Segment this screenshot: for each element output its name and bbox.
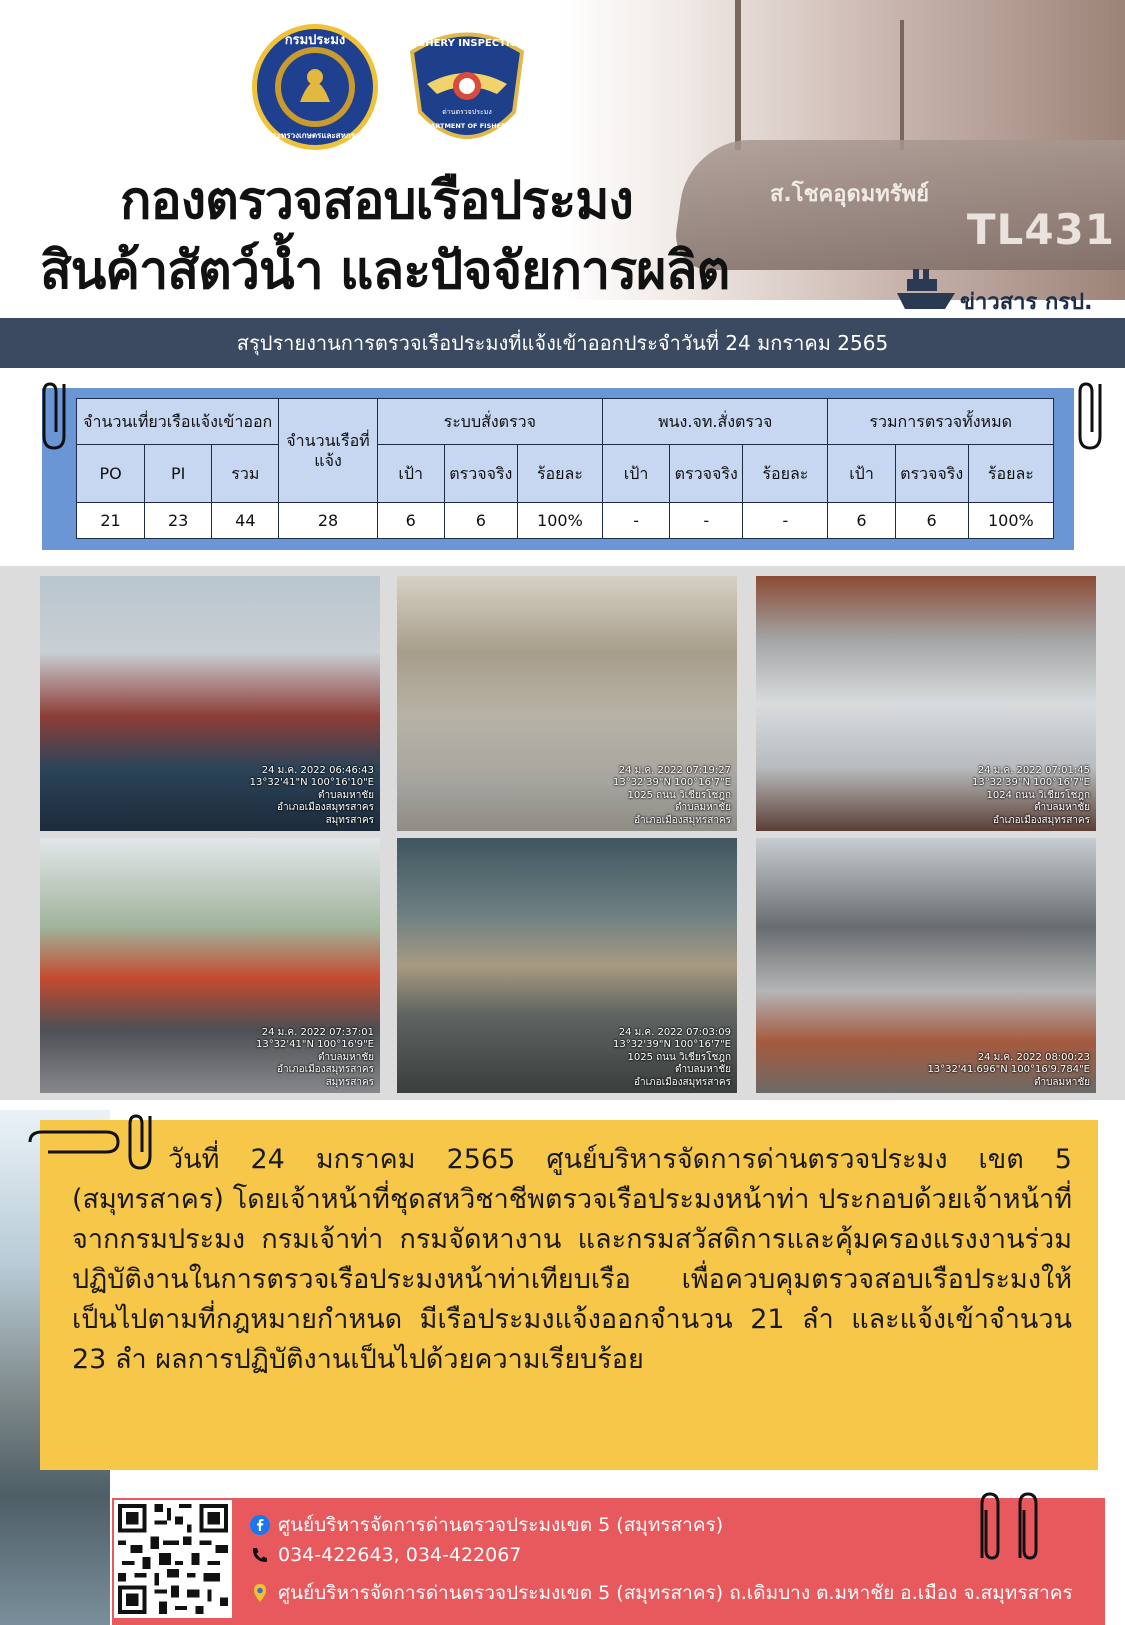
boat-mast (900, 20, 904, 150)
subheader-pi: PI (145, 445, 212, 503)
paperclip-icon (1072, 376, 1112, 456)
header-trips: จำนวนเที่ยวเรือแจ้งเข้าออก (77, 399, 279, 445)
news-label: ข่าวสาร กรป. (960, 290, 1093, 315)
subheader-percent: ร้อยละ (968, 445, 1053, 503)
report-banner-text: สรุปรายงานการตรวจเรือประมงที่แจ้งเข้าออกประจำวันที่ 24 มกราคม 2565 (236, 331, 889, 355)
photo-caption: 24 ม.ค. 2022 08:00:23 13°32'41.696"N 100°16'9.784"E ตำบลมหาชัย (927, 1051, 1090, 1088)
cell-officer-target: - (603, 503, 670, 539)
subheader-target: เป้า (377, 445, 444, 503)
contact-phone[interactable] (250, 1544, 521, 1566)
logo-dof-subtext: กระทรวงเกษตรและสหกรณ์ (267, 131, 363, 140)
qr-code[interactable] (114, 1500, 232, 1618)
ship-icon (895, 265, 957, 313)
address-text: ศูนย์บริหารจัดการด่านตรวจประมงเขต 5 (สมุทรสาคร) ถ.เดิมบาง ต.มหาชัย อ.เมือง จ.สมุทรสาคร (278, 1582, 1073, 1604)
photo-fish-catch (756, 576, 1096, 831)
phone-icon (250, 1545, 270, 1565)
photo-boat-hull (40, 576, 380, 831)
photo-caption: 24 ม.ค. 2022 06:46:43 13°32'41"N 100°16'10"E ตำบลมหาชัย อำเภอเมืองสมุทรสาคร สมุทรสาคร (249, 764, 374, 826)
contact-facebook[interactable] (250, 1510, 723, 1540)
logo-fi-subtext: DEPARTMENT OF FISHERIES (416, 122, 518, 130)
photo-caption: 24 ม.ค. 2022 07:03:09 13°32'39"N 100°16'7"E 1025 ถนน วิเชียรโชฎก ตำบลมหาชัย อำเภอเมืองสมุทรสาคร (612, 1026, 731, 1088)
header-system-check: ระบบสั่งตรวจ (377, 399, 602, 445)
subheader-actual: ตรวจจริง (670, 445, 743, 503)
summary-table (76, 398, 1054, 539)
photo-crew-lineup (40, 838, 380, 1093)
cell-po: 21 (77, 503, 145, 539)
summary-table-frame (42, 388, 1074, 550)
cell-total-percent: 100% (968, 503, 1053, 539)
paperclip-icon (962, 1488, 1052, 1578)
cell-total-target: 6 (828, 503, 895, 539)
header-officer-check: พนง.จท.สั่งตรวจ (603, 399, 828, 445)
photo-caption: 24 ม.ค. 2022 07:01:45 13°32'39"N 100°16'7"E 1024 ถนน วิเชียรโชฎก ตำบลมหาชัย อำเภอเมืองสมุทรสาคร (971, 764, 1090, 826)
cell-pi: 23 (145, 503, 212, 539)
fishery-inspection-logo (402, 22, 532, 152)
subheader-target: เป้า (603, 445, 670, 503)
cell-officer-percent: - (743, 503, 828, 539)
photo-caption: 24 ม.ค. 2022 07:37:01 13°32'41"N 100°16'9"E ตำบลมหาชัย อำเภอเมืองสมุทรสาคร สมุทรสาคร (255, 1026, 374, 1088)
page-title-line-2: สินค้าสัตว์น้ำ และปัจจัยการผลิต (40, 241, 730, 301)
cell-officer-actual: - (670, 503, 743, 539)
header-total-check: รวมการตรวจทั้งหมด (828, 399, 1054, 445)
logo-fi-text: FISHERY INSPECTION (407, 38, 527, 49)
boat-mast (735, 0, 741, 150)
header-ships: จำนวนเรือที่แจ้ง (279, 399, 377, 503)
page-title-line-1: กองตรวจสอบเรือประมง (120, 171, 633, 231)
cell-ships: 28 (279, 503, 377, 539)
cell-total-actual: 6 (895, 503, 968, 539)
paperclip-icon (22, 1112, 172, 1172)
subheader-actual: ตรวจจริง (895, 445, 968, 503)
logo-dof-text: กรมประมง (284, 33, 346, 48)
facebook-icon (250, 1515, 270, 1535)
summary-paragraph: วันที่ 24 มกราคม 2565 ศูนย์บริหารจัดการด่านตรวจประมง เขต 5 (สมุทรสาคร) โดยเจ้าหน้าที่ชุดสหวิชาชีพตรวจเรือประมงหน้าท่า ประกอบด้วยเจ้าหน้าที่จากกรมประมง กรมเจ้าท่า กรมจัดหางาน และกรมสวัสดิการและคุ้มครองแรงงานร่วมปฏิบัติงานในการตรวจเรือประมงหน้าท่าเทียบเรือ เพื่อควบคุมตรวจสอบเรือประมงให้เป็นไปตามที่กฎหมายกำหนด มีเรือประมงแจ้งออกจำนวน 21 ลำ และแจ้งเข้าจำนวน 23 ลำ ผลการปฏิบัติงานเป็นไปด้วยความเรียบร้อย (72, 1144, 1072, 1375)
contact-address[interactable] (250, 1578, 1073, 1608)
subheader-target: เป้า (828, 445, 895, 503)
cell-system-percent: 100% (517, 503, 602, 539)
location-pin-icon (250, 1583, 270, 1603)
photo-caption: 24 ม.ค. 2022 07:19:27 13°32'39"N 100°16'7"E 1025 ถนน วิเชียรโชฎก ตำบลมหาชัย อำเภอเมืองสมุทรสาคร (612, 764, 731, 826)
photo-team-group (397, 576, 737, 831)
logo-fi-center: ด่านตรวจประมง (442, 108, 492, 116)
boat-name: ส.โชคอุดมทรัพย์ (770, 182, 929, 207)
boat-registration: TL431 (966, 205, 1115, 254)
department-of-fisheries-logo (250, 22, 380, 152)
subheader-actual: ตรวจจริง (444, 445, 517, 503)
facebook-page-name: ศูนย์บริหารจัดการด่านตรวจประมงเขต 5 (สมุทรสาคร) (278, 1514, 724, 1536)
cell-sum: 44 (212, 503, 279, 539)
paperclip-icon (36, 376, 76, 456)
table-row (77, 503, 1054, 539)
subheader-sum: รวม (212, 445, 279, 503)
phone-numbers: 034-422643, 034-422067 (278, 1544, 522, 1566)
subheader-percent: ร้อยละ (743, 445, 828, 503)
cell-system-actual: 6 (444, 503, 517, 539)
photo-net-measurement (397, 838, 737, 1093)
subheader-po: PO (77, 445, 145, 503)
photo-document-check (756, 838, 1096, 1093)
subheader-percent: ร้อยละ (517, 445, 602, 503)
cell-system-target: 6 (377, 503, 444, 539)
report-banner (0, 318, 1125, 368)
